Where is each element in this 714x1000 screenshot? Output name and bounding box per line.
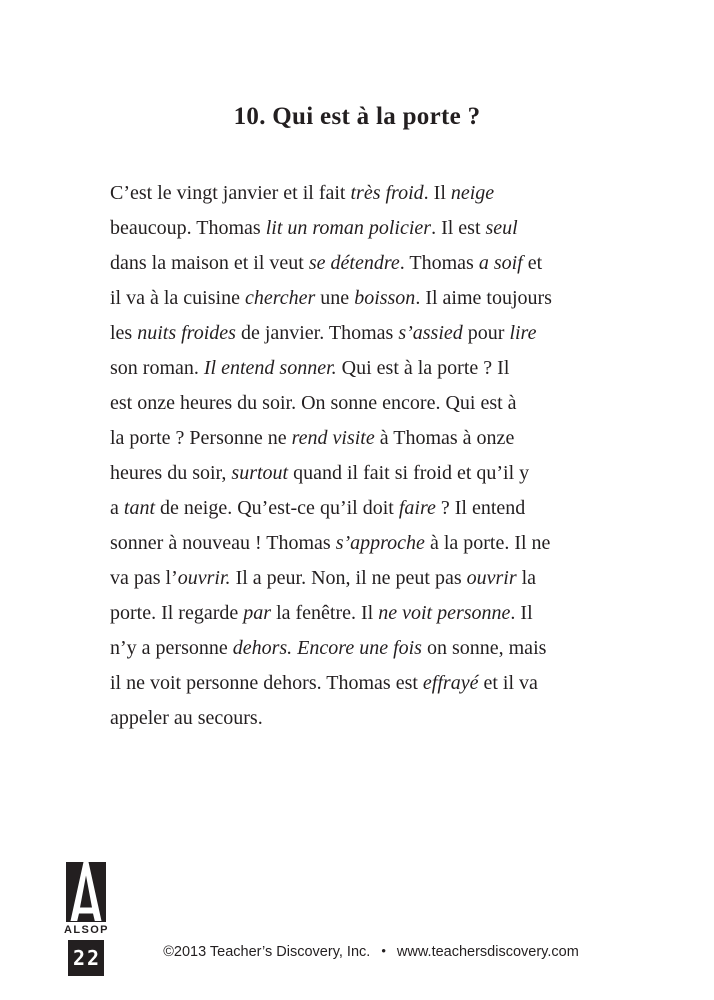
- text-line: sonner à nouveau ! Thomas s’approche à la porte. Il ne: [110, 532, 551, 554]
- bullet-separator: •: [381, 943, 386, 958]
- text-line: il ne voit personne dehors. Thomas est effrayé et il va: [110, 672, 538, 694]
- passage-text: [110, 176, 670, 736]
- text-line: heures du soir, surtout quand il fait si froid et qu’il y: [110, 462, 530, 484]
- text-line: les nuits froides de janvier. Thomas s’assied pour lire: [110, 322, 537, 344]
- footer: [110, 943, 632, 960]
- text-line: appeler au secours.: [110, 707, 263, 729]
- logo-number-badge: [68, 940, 104, 976]
- page-title: 10. Qui est à la porte ?: [233, 103, 481, 130]
- text-line: la porte ? Personne ne rend visite à Thomas à onze: [110, 427, 515, 449]
- footer-website: www.teachersdiscovery.com: [396, 944, 579, 960]
- text-line: a tant de neige. Qu’est-ce qu’il doit faire ? Il entend: [110, 497, 526, 519]
- text-line: dans la maison et il veut se détendre. Thomas a soif et: [110, 252, 543, 274]
- logo-number: 22: [72, 946, 102, 970]
- text-line: beaucoup. Thomas lit un roman policier. Il est seul: [110, 217, 518, 239]
- text-line: est onze heures du soir. On sonne encore. Qui est à: [110, 392, 517, 414]
- text-line: C’est le vingt janvier et il fait très froid. Il neige: [110, 182, 495, 204]
- footer-copyright: ©2013 Teacher’s Discovery, Inc.: [163, 944, 371, 960]
- alsop-a-icon: [64, 862, 108, 922]
- text-line: il va à la cuisine chercher une boisson. Il aime toujours: [110, 287, 552, 309]
- alsop-logo: [64, 862, 108, 976]
- text-line: porte. Il regarde par la fenêtre. Il ne voit personne. Il: [110, 602, 533, 624]
- text-line: son roman. Il entend sonner. Qui est à la porte ? Il: [110, 357, 510, 379]
- alsop-brand-label: ALSOP: [64, 924, 109, 936]
- text-line: va pas l’ouvrir. Il a peur. Non, il ne peut pas ouvrir la: [110, 567, 537, 589]
- text-line: n’y a personne dehors. Encore une fois on sonne, mais: [110, 637, 547, 659]
